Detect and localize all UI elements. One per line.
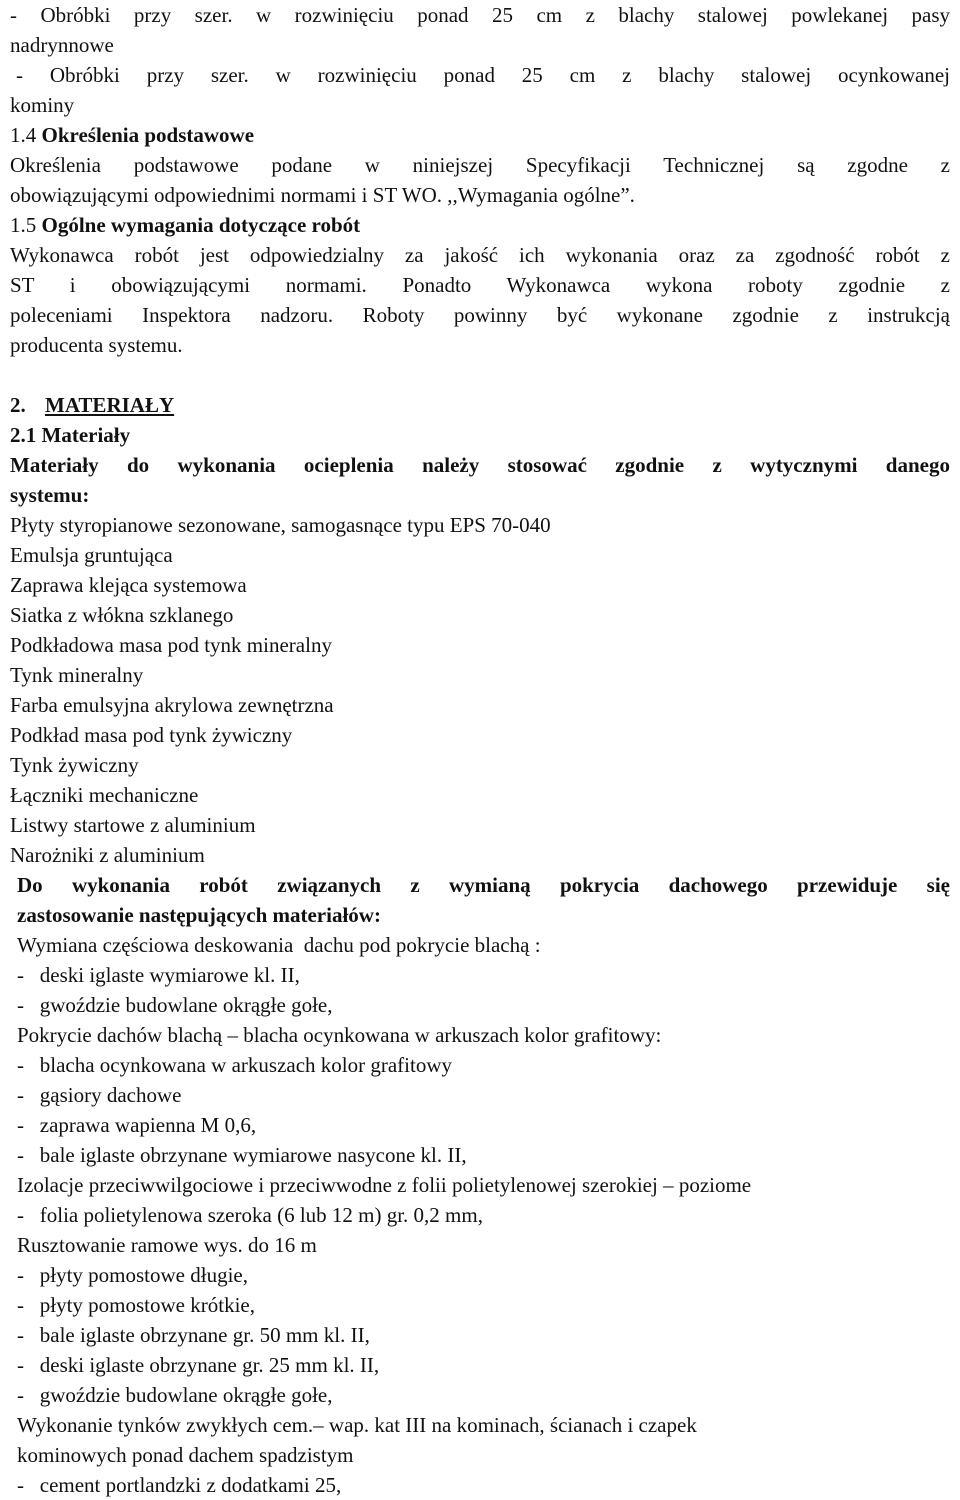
list-item: Wymiana częściowa deskowania dachu pod pokrycie blachą :: [17, 933, 541, 957]
text-line: obowiązującymi odpowiednimi normami i ST WO. ,,Wymagania ogólne”.: [10, 183, 635, 207]
list-item: - gwoździe budowlane okrągłe gołe,: [17, 993, 333, 1017]
list-item: Izolacje przeciwwilgociowe i przeciwwodne z folii polietylenowej szerokiej – poziome: [17, 1173, 752, 1197]
section-title: Określenia podstawowe: [41, 123, 255, 147]
section-title: MATERIAŁY: [45, 393, 175, 417]
section-heading-2-1: [10, 420, 950, 450]
list-item: Wykonanie tynków zwykłych cem.– wap. kat III na kominach, ścianach i czapek: [17, 1413, 697, 1437]
list-item: - płyty pomostowe długie,: [17, 1263, 248, 1287]
list-item: Listwy startowe z aluminium: [10, 813, 256, 837]
list-item: - gąsiory dachowe: [17, 1083, 182, 1107]
list-item: - gwoździe budowlane okrągłe gołe,: [17, 1383, 333, 1407]
text-line: - Obróbki przy szer. w rozwinięciu ponad 25 cm z blachy stalowej ocynkowanej: [16, 63, 950, 87]
list-item: - bale iglaste obrzynane gr. 50 mm kl. II,: [17, 1323, 370, 1347]
list-item: Pokrycie dachów blachą – blacha ocynkowana w arkuszach kolor grafitowy:: [17, 1023, 662, 1047]
section-number: 2.: [10, 393, 26, 417]
spacer: [10, 360, 950, 390]
list-item: Łączniki mechaniczne: [10, 783, 199, 807]
list-item: - bale iglaste obrzynane wymiarowe nasycone kl. II,: [17, 1143, 467, 1167]
roof-section: [10, 870, 950, 1500]
list-item: Płyty styropianowe sezonowane, samogasnące typu EPS 70-040: [10, 513, 551, 537]
text-line: nadrynnowe: [10, 33, 114, 57]
text-line: poleceniami Inspektora nadzoru. Roboty powinny być wykonane zgodnie z instrukcją: [10, 303, 950, 327]
list-item: Zaprawa klejąca systemowa: [10, 573, 247, 597]
list-item: - płyty pomostowe krótkie,: [17, 1293, 255, 1317]
text-line: Materiały do wykonania ocieplenia należy stosować zgodnie z wytycznymi danego: [10, 453, 950, 477]
list-item: Tynk mineralny: [10, 663, 144, 687]
text-line: producenta systemu.: [10, 333, 183, 357]
materials-list: [10, 510, 950, 870]
text-line: - Obróbki przy szer. w rozwinięciu ponad 25 cm z blachy stalowej powlekanej pasy: [10, 3, 950, 27]
list-item: - deski iglaste wymiarowe kl. II,: [17, 963, 300, 987]
list-item: Siatka z włókna szklanego: [10, 603, 234, 627]
section-number: 1.5: [10, 213, 37, 237]
list-item: Narożniki z aluminium: [10, 843, 205, 867]
text-line: Wykonawca robót jest odpowiedzialny za jakość ich wykonania oraz za zgodność robót z: [10, 243, 950, 267]
roof-heading: zastosowanie następujących materiałów:: [17, 903, 381, 927]
list-item: - blacha ocynkowana w arkuszach kolor grafitowy: [17, 1053, 453, 1077]
list-item: - deski iglaste obrzynane gr. 25 mm kl. II,: [17, 1353, 380, 1377]
list-item: kominowych ponad dachem spadzistym: [17, 1443, 354, 1467]
list-item: Farba emulsyjna akrylowa zewnętrzna: [10, 693, 334, 717]
list-item: - cement portlandzki z dodatkami 25,: [17, 1473, 342, 1497]
section-number: 2.1: [10, 423, 37, 447]
section-heading-2: [10, 390, 950, 420]
list-item: Tynk żywiczny: [10, 753, 139, 777]
list-item: - folia polietylenowa szeroka (6 lub 12 m) gr. 0,2 mm,: [17, 1203, 483, 1227]
text-line: Określenia podstawowe podane w niniejszej Specyfikacji Technicznej są zgodne z: [10, 153, 950, 177]
section-title: Materiały: [41, 423, 131, 447]
text-line: ST i obowiązującymi normami. Ponadto Wykonawca wykona roboty zgodnie z: [10, 273, 950, 297]
roof-heading: Do wykonania robót związanych z wymianą pokrycia dachowego przewiduje się: [17, 873, 950, 897]
list-item: Rusztowanie ramowe wys. do 16 m: [17, 1233, 317, 1257]
section-title: Ogólne wymagania dotyczące robót: [41, 213, 361, 237]
section-heading-1-4: [10, 120, 950, 150]
list-item: Podkład masa pod tynk żywiczny: [10, 723, 293, 747]
list-item: Podkładowa masa pod tynk mineralny: [10, 633, 332, 657]
text-line: systemu:: [10, 483, 90, 507]
section-heading-1-5: [10, 210, 950, 240]
section-number: 1.4: [10, 123, 37, 147]
list-item: Emulsja gruntująca: [10, 543, 173, 567]
text-line: kominy: [10, 93, 75, 117]
list-item: - zaprawa wapienna M 0,6,: [17, 1113, 257, 1137]
